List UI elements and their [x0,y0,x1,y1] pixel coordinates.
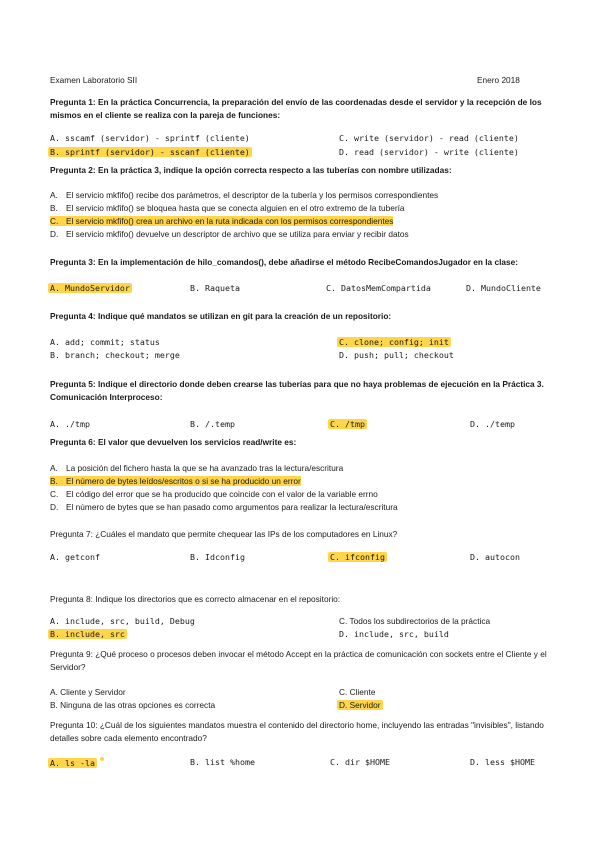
q5-option-d: D. ./temp [470,419,515,429]
q3-option-c: C. DatosMemCompartida [326,283,431,293]
question-10: Pregunta 10: ¿Cuál de los siguientes mandatos muestra el contenido del directorio home, incluyendo las entradas "invisibles", listando detalles sobre cada elemento encontrado? [50,720,544,743]
q2-option-b-text: El servicio mkfifo() se bloquea hasta que se conecta alguien en el otro extremo de la tubería [66,203,405,213]
q1-option-c: C. write (servidor) - read (cliente) [339,133,519,143]
question-3-label: Pregunta 3: [50,257,96,267]
question-1 [50,96,555,122]
q6-option-d-letter: D. [50,502,59,512]
q7-option-d: D. autocon [470,552,520,562]
q9-option-d [339,700,383,711]
q8-option-d: D. include, src, build [339,629,449,639]
question-5 [50,378,555,404]
question-1-label: Pregunta 1: [50,97,96,107]
q6-option-d [50,502,398,513]
q2-option-a-text: El servicio mkfifo() recibe dos parámetros, el descriptor de la tubería y los permisos correspondientes [66,190,439,200]
q8-option-b-highlight: B. include, src [50,629,125,639]
q5-option-c-highlight: C. /tmp [330,419,365,429]
q2-option-c [50,216,393,227]
q4-option-a: A. add; commit; status [50,337,160,347]
q10-option-c: C. dir $HOME [330,757,390,767]
question-3-text: En la implementación de hilo_comandos(), debe añadirse el método RecibeComandosJugador en la clase: [95,257,518,267]
question-3 [50,256,555,269]
q9-option-a: A. Cliente y Servidor [50,687,126,697]
q1-option-a: A. sscamf (servidor) - sprintf (cliente) [50,133,250,143]
question-1-text: En la práctica Concurrencia, la preparación del envío de las coordenadas desde el servidor y la recepción de los mismos en el cliente se realiza con la pareja de funciones: [50,97,542,120]
q4-option-c-highlight: C. clone; config; init [339,337,449,347]
q2-option-c-text: El servicio mkfifo() crea un archivo en la ruta indicada con los permisos correspondientes [66,216,394,226]
question-4-label: Pregunta 4: [50,311,96,321]
q10-option-a [50,757,104,769]
q2-option-d [50,229,409,240]
question-6-label: Pregunta 6: [50,437,96,447]
q4-option-d: D. push; pull; checkout [339,350,454,360]
q3-option-d: D. MundoCliente [466,283,541,293]
q7-option-b: B. Idconfig [190,552,245,562]
q6-option-b [50,476,301,487]
question-9: Pregunta 9: ¿Qué proceso o procesos deben invocar el método Accept en la práctica de comunicación con sockets entre el Cliente y el Servidor? [50,649,547,672]
q6-option-a-letter: A. [50,463,58,473]
q6-option-a-text: La posición del fichero hasta la que se ha avanzado tras la lectura/escritura [66,463,344,473]
question-6 [50,436,555,449]
question-5-text: Indique el directorio donde deben crearse las tuberías para que no haya problemas de ejecución en la Práctica 3. Comunicación Interproceso: [50,379,544,402]
q10-option-b: B. list %home [190,757,255,767]
q2-option-b-letter: B. [50,203,58,213]
exam-date: Enero 2018 [477,75,520,85]
q2-option-a-letter: A. [50,190,58,200]
question-6-text: El valor que devuelven los servicios read/write es: [95,437,297,447]
q6-option-b-letter: B. [50,476,58,486]
q3-option-a-highlight: A. MundoServidor [50,283,130,293]
q9-option-b: B. Ninguna de las otras opciones es correcta [50,700,216,710]
q5-option-b: B. /.temp [190,419,235,429]
q4-option-c [339,337,451,348]
question-2-label: Pregunta 2: [50,165,96,175]
q10-option-a-highlight: A. ls -la [50,758,95,768]
q8-option-c: C. Todos los subdirectorios de la práctica [339,616,491,626]
highlight-marker-dot [100,757,104,761]
q6-option-b-text: El número de bytes leídos/escritos o si se ha producido un error [66,476,301,486]
q8-option-a: A. include, src, build, Debug [50,616,195,626]
q9-option-c: C. Cliente [339,687,376,697]
question-8: Pregunta 8: Indique los directorios que es correcto almacenar en el repositorio: [50,594,341,604]
question-4 [50,310,555,323]
q1-option-b [50,147,252,158]
question-4-text: Indique qué mandatos se utilizan en git para la creación de un repositorio: [95,311,392,321]
q7-option-c-highlight: C. ifconfig [330,552,385,562]
q6-option-a [50,463,343,474]
question-2 [50,164,555,177]
q5-option-c [330,419,367,430]
q5-option-a: A. ./tmp [50,419,90,429]
q8-option-b [50,629,127,640]
q6-option-c [50,489,378,500]
q1-option-d: D. read (servidor) - write (cliente) [339,147,519,157]
q10-option-d: D. less $HOME [470,757,535,767]
q2-option-b [50,203,405,214]
q3-option-b: B. Raqueta [190,283,240,293]
q2-option-c-letter: C. [50,216,59,226]
q4-option-b: B. branch; checkout; merge [50,350,180,360]
exam-title: Examen Laboratorio SII [50,75,138,85]
question-2-text: En la práctica 3, indique la opción correcta respecto a las tuberías con nombre utilizadas: [95,165,452,175]
question-5-label: Pregunta 5: [50,379,96,389]
q6-option-c-text: El código del error que se ha producido que coincide con el valor de la variable errno [66,489,378,499]
q2-option-d-text: El servicio mkfifo() devuelve un descriptor de archivo que se utiliza para enviar y recibir datos [66,229,409,239]
q7-option-c [330,552,387,563]
q9-option-d-highlight: D. Servidor [339,700,381,710]
q2-option-d-letter: D. [50,229,59,239]
q6-option-d-text: El número de bytes que se han pasado como argumentos para realizar la lectura/escritura [66,502,398,512]
q6-option-c-letter: C. [50,489,59,499]
q1-option-b-highlight: B. sprintf (servidor) - sscanf (cliente) [50,147,250,157]
q3-option-a [50,283,132,294]
q2-option-a [50,190,438,201]
question-7: Pregunta 7: ¿Cuáles el mandato que permite chequear las IPs de los computadores en Linux? [50,529,398,539]
q7-option-a: A. getconf [50,552,100,562]
